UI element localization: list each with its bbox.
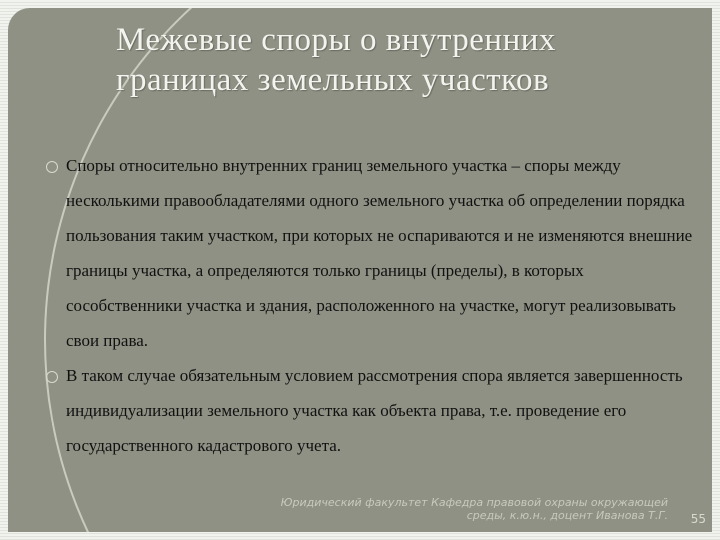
slide-footer: [281, 496, 668, 522]
footer-line: среды, к.ю.н., доцент Иванова Т.Г.: [466, 509, 668, 522]
footer-line: Юридический факультет Кафедра правовой охраны окружающей: [280, 496, 668, 509]
bullet-circle-icon: [46, 161, 58, 173]
slide-title-line: границах земельных участков: [116, 62, 550, 98]
page-number: 55: [690, 512, 706, 526]
bullet-list: [8, 148, 712, 463]
bullet-text: Споры относительно внутренних границ земельного участка – споры между несколькими правообладателями одного земельного участка об определении порядка пользования таким участком, при которых не оспариваются и не изменяются внешние границы участка, а определяются только границы (пределы), в которых сособственники участка и здания, расположенного на участке, могут реализовывать свои права.: [66, 156, 693, 350]
slide-title: [116, 20, 696, 100]
bullet-circle-icon: [46, 371, 58, 383]
slide: [8, 8, 712, 532]
bullet-item: [8, 148, 712, 358]
bullet-text: В таком случае обязательным условием рассмотрения спора является завершенность индивидуализации земельного участка как объекта права, т.е. проведение его государственного кадастрового учета.: [66, 366, 683, 455]
bullet-item: [8, 358, 712, 463]
slide-title-line: Межевые споры о внутренних: [116, 22, 556, 58]
